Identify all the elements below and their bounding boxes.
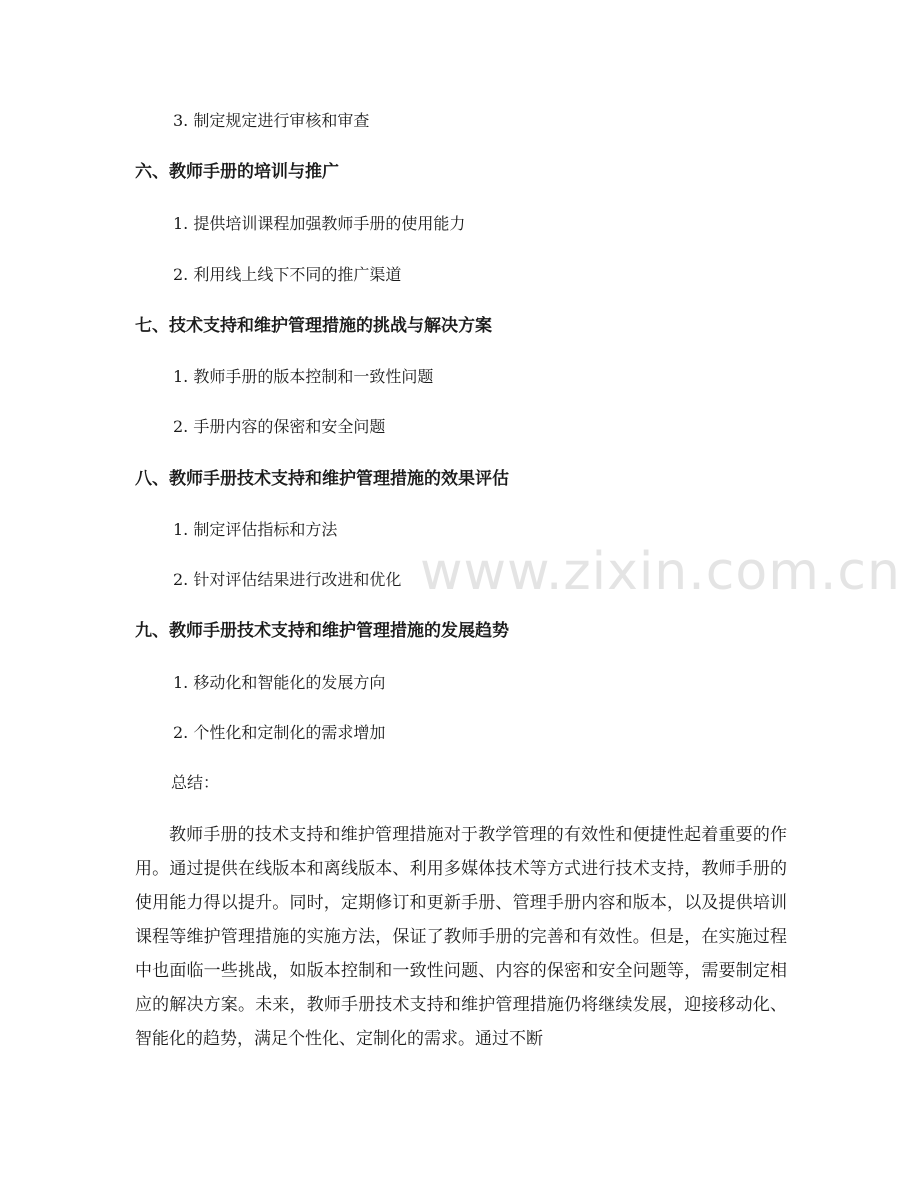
section-heading: 六、教师手册的培训与推广: [135, 162, 339, 182]
list-item: 2. 手册内容的保密和安全问题: [173, 417, 386, 436]
watermark: www.zixin.com.cn: [420, 542, 901, 602]
list-item: 3. 制定规定进行审核和审查: [173, 111, 370, 130]
list-item: 1. 提供培训课程加强教师手册的使用能力: [173, 214, 466, 233]
list-item: 1. 教师手册的版本控制和一致性问题: [173, 367, 434, 386]
section-heading: 八、教师手册技术支持和维护管理措施的效果评估: [135, 469, 509, 489]
list-item: 1. 移动化和智能化的发展方向: [173, 673, 386, 692]
list-item: 2. 针对评估结果进行改进和优化: [173, 570, 402, 589]
list-item: 1. 制定评估指标和方法: [173, 520, 338, 539]
list-item: 2. 利用线上线下不同的推广渠道: [173, 265, 402, 284]
list-item: 2. 个性化和定制化的需求增加: [173, 723, 386, 742]
section-heading: 九、教师手册技术支持和维护管理措施的发展趋势: [135, 621, 509, 641]
summary-paragraph: [135, 818, 787, 1056]
section-heading: 七、技术支持和维护管理措施的挑战与解决方案: [135, 316, 492, 336]
summary-text: 教师手册的技术支持和维护管理措施对于教学管理的有效性和便捷性起着重要的作用。通过提供在线版本和离线版本、利用多媒体技术等方式进行技术支持，教师手册的使用能力得以提升。同时，定期修订和更新手册、管理手册内容和版本，以及提供培训课程等维护管理措施的实施方法，保证了教师手册的完善和有效性。但是，在实施过程中也面临一些挑战，如版本控制和一致性问题、内容的保密和安全问题等，需要制定相应的解决方案。未来，教师手册技术支持和维护管理措施仍将继续发展，迎接移动化、智能化的趋势，满足个性化、定制化的需求。通过不断: [135, 825, 787, 1049]
summary-label: 总结：: [171, 773, 220, 792]
